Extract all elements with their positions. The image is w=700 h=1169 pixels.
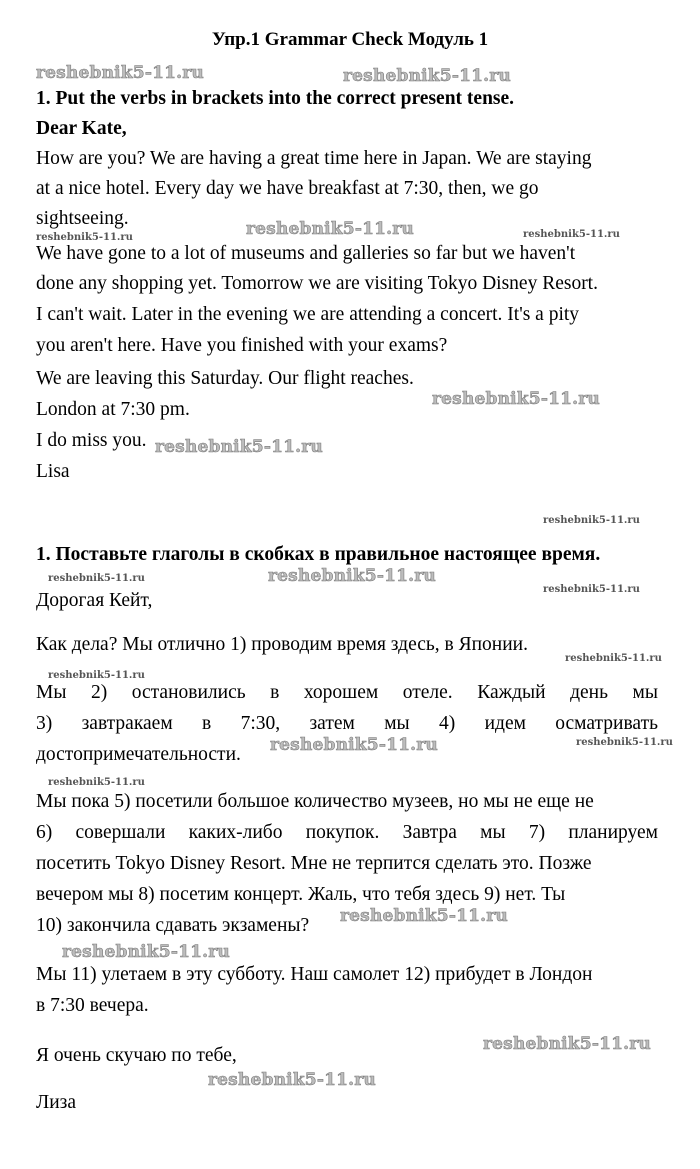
- english-line: I do miss you.: [36, 430, 147, 451]
- russian-line: Мы 11) улетаем в эту субботу. Наш самолет 12) прибудет в Лондон: [36, 964, 593, 985]
- english-line: We are leaving this Saturday. Our flight reaches.: [36, 368, 414, 389]
- russian-line: вечером мы 8) посетим концерт. Жаль, что тебя здесь 9) нет. Ты: [36, 884, 566, 905]
- watermark: reshebnik5-11.ru: [48, 777, 145, 788]
- watermark: reshebnik5-11.ru: [565, 653, 662, 664]
- russian-line: достопримечательности.: [36, 744, 241, 765]
- watermark: reshebnik5-11.ru: [543, 515, 640, 526]
- watermark: reshebnik5-11.ru: [523, 229, 620, 240]
- english-line: I can't wait. Later in the evening we are attending a concert. It's a pity: [36, 304, 580, 325]
- watermark: reshebnik5-11.ru: [246, 219, 414, 239]
- watermark: reshebnik5-11.ru: [543, 584, 640, 595]
- russian-line: Мы 2) остановились в хорошем отеле. Каждый день мы: [36, 682, 658, 703]
- russian-line: Как дела? Мы отлично 1) проводим время здесь, в Японии.: [36, 634, 528, 655]
- watermark: reshebnik5-11.ru: [432, 389, 600, 409]
- english-line: you aren't here. Have you finished with your exams?: [36, 335, 448, 356]
- english-line: at a nice hotel. Every day we have breakfast at 7:30, then, we go: [36, 178, 539, 199]
- watermark: reshebnik5-11.ru: [576, 737, 673, 748]
- watermark: reshebnik5-11.ru: [208, 1070, 376, 1090]
- english-line: We have gone to a lot of museums and galleries so far but we haven't: [36, 243, 576, 264]
- watermark: reshebnik5-11.ru: [62, 942, 230, 962]
- russian-line: в 7:30 вечера.: [36, 995, 149, 1016]
- watermark: reshebnik5-11.ru: [483, 1034, 651, 1054]
- watermark: reshebnik5-11.ru: [270, 735, 438, 755]
- english-signature: Lisa: [36, 461, 70, 482]
- russian-line: 6) совершали каких-либо покупок. Завтра мы 7) планируем: [36, 822, 658, 843]
- watermark: reshebnik5-11.ru: [48, 670, 145, 681]
- english-line: done any shopping yet. Tomorrow we are visiting Tokyo Disney Resort.: [36, 273, 598, 294]
- russian-line: 10) закончила сдавать экзамены?: [36, 915, 310, 936]
- russian-task-heading: 1. Поставьте глаголы в скобках в правильное настоящее время.: [36, 544, 601, 565]
- watermark: reshebnik5-11.ru: [340, 906, 508, 926]
- russian-closing: Я очень скучаю по тебе,: [36, 1045, 237, 1066]
- watermark: reshebnik5-11.ru: [36, 232, 133, 243]
- english-task-heading: 1. Put the verbs in brackets into the correct present tense.: [36, 88, 515, 109]
- english-line: London at 7:30 pm.: [36, 399, 190, 420]
- watermark: reshebnik5-11.ru: [268, 566, 436, 586]
- watermark: reshebnik5-11.ru: [48, 573, 145, 584]
- page-title: Упр.1 Grammar Check Модуль 1: [211, 29, 489, 50]
- russian-line: посетить Tokyo Disney Resort. Мне не терпится сделать это. Позже: [36, 853, 592, 874]
- english-line: sightseeing.: [36, 208, 129, 229]
- russian-signature: Лиза: [36, 1092, 77, 1113]
- english-greeting: Dear Kate,: [36, 118, 127, 139]
- english-line: How are you? We are having a great time here in Japan. We are staying: [36, 148, 592, 169]
- russian-greeting: Дорогая Кейт,: [36, 590, 153, 611]
- watermark: reshebnik5-11.ru: [155, 437, 323, 457]
- watermark: reshebnik5-11.ru: [36, 63, 204, 83]
- russian-line: Мы пока 5) посетили большое количество музеев, но мы не еще не: [36, 791, 594, 812]
- russian-line: 3) завтракаем в 7:30, затем мы 4) идем осматривать: [36, 713, 658, 734]
- watermark: reshebnik5-11.ru: [343, 66, 511, 86]
